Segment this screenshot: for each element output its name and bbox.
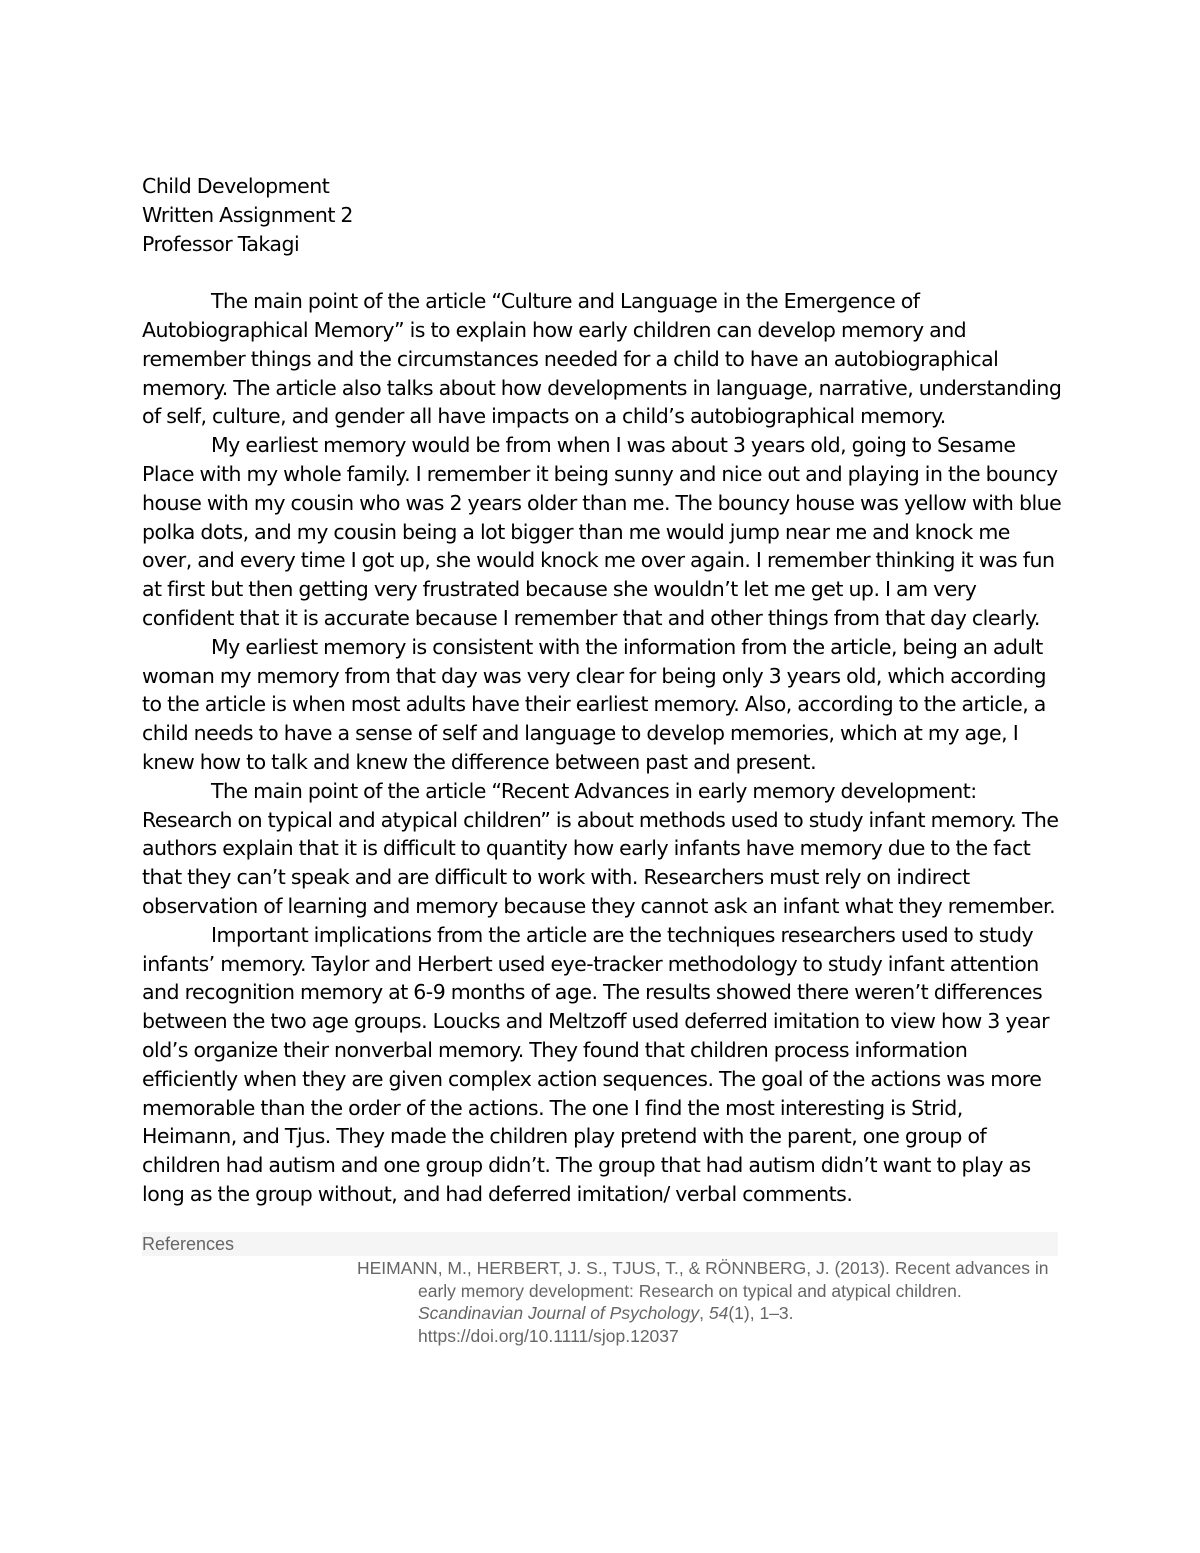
reference-issue-pages: (1), 1–3. https://doi.org/10.1111/sjop.12037 (418, 1303, 794, 1346)
paragraph-2: My earliest memory would be from when I was about 3 years old, going to Sesame Place with my whole family. I remember it being sunny and nice out and playing in the bouncy house with my cousin who was 2 years older than me. The bouncy house was yellow with blue polka dots, and my cousin being a lot bigger than me would jump near me and knock me over, and every time I got up, she would knock me over again. I remember thinking it was fun at first but then getting very frustrated because she wouldn’t let me get up. I am very confident that it is accurate because I remember that and other things from that day clearly. (142, 433, 1062, 630)
essay-header (142, 172, 1062, 258)
references-section (142, 1232, 1058, 1347)
reference-journal: Scandinavian Journal of Psychology (418, 1303, 700, 1323)
paragraph-1: The main point of the article “Culture and Language in the Emergence of Autobiographical Memory” is to explain how early children can develop memory and remember things and the circumstances needed for a child to have an autobiographical memory. The article also talks about how developments in language, narrative, understanding of self, culture, and gender all have impacts on a child’s autobiographical memory. (142, 289, 1062, 429)
course-name: Child Development (142, 174, 330, 198)
essay-body (142, 172, 1062, 1209)
professor-name: Professor Takagi (142, 231, 300, 256)
reference-authors: HEIMANN, M., HERBERT, J. S., TJUS, T., & RÖNNBERG, J. (2013). Recent advances in early memory development: Research on typical and atypical children. (357, 1258, 1049, 1301)
paragraph-5: Important implications from the article are the techniques researchers used to study infants’ memory. Taylor and Herbert used eye-tracker methodology to study infant attention and recognition memory at 6-9 months of age. The results showed there weren’t differences between the two age groups. Loucks and Meltzoff used deferred imitation to view how 3 year old’s organize their nonverbal memory. They found that children process information efficiently when they are given complex action sequences. The goal of the actions was more memorable than the order of the actions. The one I find the most interesting is Strid, Heimann, and Tjus. They made the children play pretend with the parent, one group of children had autism and one group didn’t. The group that had autism didn’t want to play as long as the group without, and had deferred imitation/ verbal comments. (142, 922, 1050, 1206)
paragraph-3: My earliest memory is consistent with the information from the article, being an adult woman my memory from that day was very clear for being only 3 years old, which according to the article is when most adults have their earliest memory. Also, according to the article, a child needs to have a sense of self and language to develop memories, which at my age, I knew how to talk and knew the difference between past and present. (142, 634, 1047, 774)
reference-volume: 54 (708, 1303, 729, 1323)
reference-entry (357, 1257, 1058, 1347)
references-title: References (142, 1232, 1058, 1256)
reference-sep: , (699, 1303, 709, 1323)
paragraph-4: The main point of the article “Recent Advances in early memory development: Research on typical and atypical children” is about methods used to study infant memory. The authors explain that it is difficult to quantity how early infants have memory due to the fact that they can’t speak and are difficult to work with. Researchers must rely on indirect observation of learning and memory because they cannot ask an infant what they remember. (142, 778, 1059, 918)
assignment-name: Written Assignment 2 (142, 202, 353, 227)
